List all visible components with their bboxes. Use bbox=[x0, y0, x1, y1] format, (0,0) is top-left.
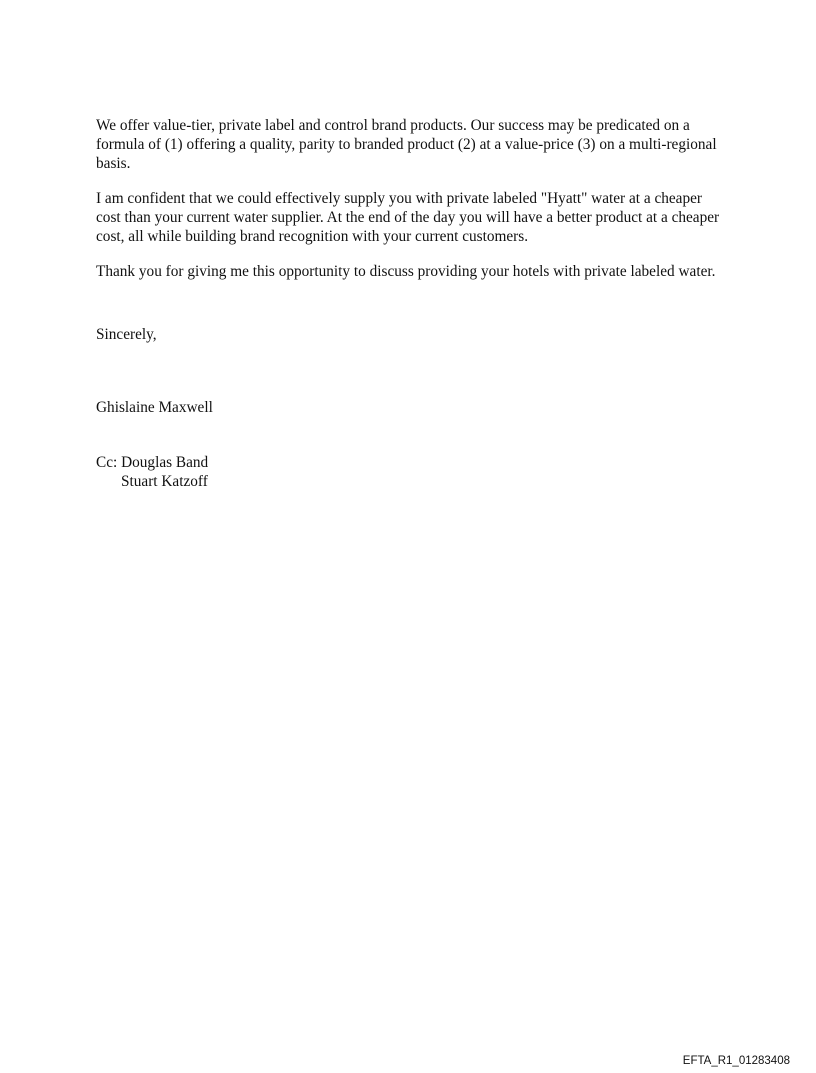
signature-name: Ghislaine Maxwell bbox=[96, 399, 213, 416]
cc-recipient: Douglas Band bbox=[121, 454, 209, 471]
cc-label: Cc: bbox=[96, 454, 118, 471]
cc-block bbox=[96, 453, 726, 491]
paragraph-value-tier: We offer value-tier, private label and control brand products. Our success may be predicated on a formula of (1) offering a quality, parity to branded product (2) at a value-price (3) on a multi-regional basis. bbox=[96, 117, 717, 172]
paragraph-thank-you: Thank you for giving me this opportunity to discuss providing your hotels with private labeled water. bbox=[96, 263, 716, 280]
paragraph-hyatt-water: I am confident that we could effectively supply you with private labeled "Hyatt" water at a cheaper cost than your current water supplier. At the end of the day you will have a better product at a cheaper cost, all while building brand recognition with your current customers. bbox=[96, 190, 720, 245]
bates-number: EFTA_R1_01283408 bbox=[682, 1055, 790, 1067]
cc-recipient: Stuart Katzoff bbox=[121, 473, 208, 490]
letter-body bbox=[96, 116, 726, 491]
closing: Sincerely, bbox=[96, 326, 157, 343]
cc-first-line bbox=[96, 453, 726, 472]
